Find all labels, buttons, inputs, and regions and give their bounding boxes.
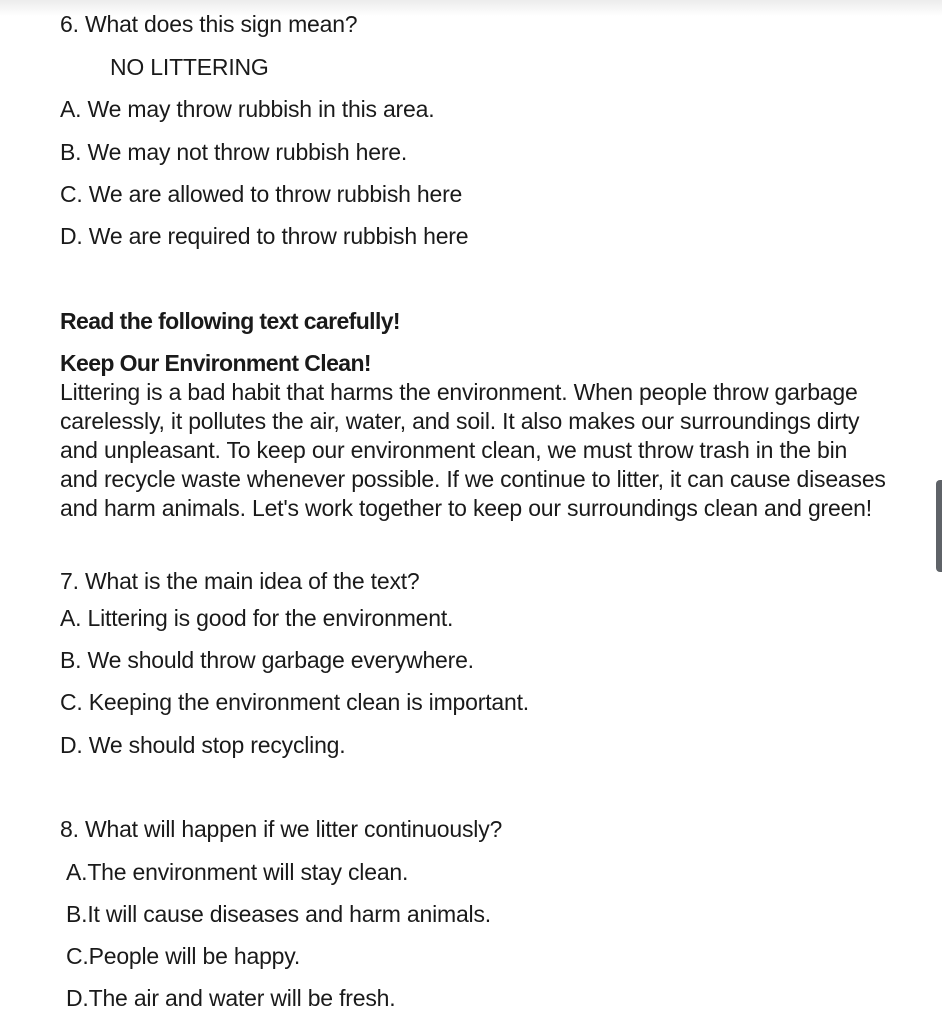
q8-option-a: A.The environment will stay clean. — [66, 859, 409, 885]
question-6: 6. What does this sign mean? — [60, 11, 358, 37]
q6-option-a: A. We may throw rubbish in this area. — [60, 96, 435, 122]
q6-option-b: B. We may not throw rubbish here. — [60, 139, 408, 165]
question-8: 8. What will happen if we litter continuously? — [60, 816, 503, 842]
q8-option-c: C.People will be happy. — [66, 943, 301, 969]
scrollbar-handle[interactable] — [936, 480, 942, 572]
sign-text: NO LITTERING — [110, 54, 269, 80]
q6-option-c: C. We are allowed to throw rubbish here — [60, 181, 463, 207]
reading-instruction: Read the following text carefully! — [60, 308, 400, 334]
q7-option-c: C. Keeping the environment clean is important. — [60, 689, 529, 715]
q7-option-a: A. Littering is good for the environment. — [60, 605, 454, 631]
q8-option-d: D.The air and water will be fresh. — [66, 985, 396, 1011]
q8-option-b: B.It will cause diseases and harm animals. — [66, 901, 491, 927]
passage-title: Keep Our Environment Clean! — [60, 350, 371, 376]
q6-option-d: D. We are required to throw rubbish here — [60, 223, 469, 249]
passage-text: Littering is a bad habit that harms the environment. When people throw garbage carelessly, it pollutes the air, water, and soil. It also makes our surroundings dirty and unpleasant. To keep our environment clean, we must throw trash in the bin and recycle waste whenever possible. If we continue to litter, it can cause diseases and harm animals. Let's work together to keep our surroundings clean and green! — [60, 379, 886, 521]
q7-option-d: D. We should stop recycling. — [60, 732, 346, 758]
q7-option-b: B. We should throw garbage everywhere. — [60, 647, 474, 673]
question-7: 7. What is the main idea of the text? — [60, 568, 420, 594]
